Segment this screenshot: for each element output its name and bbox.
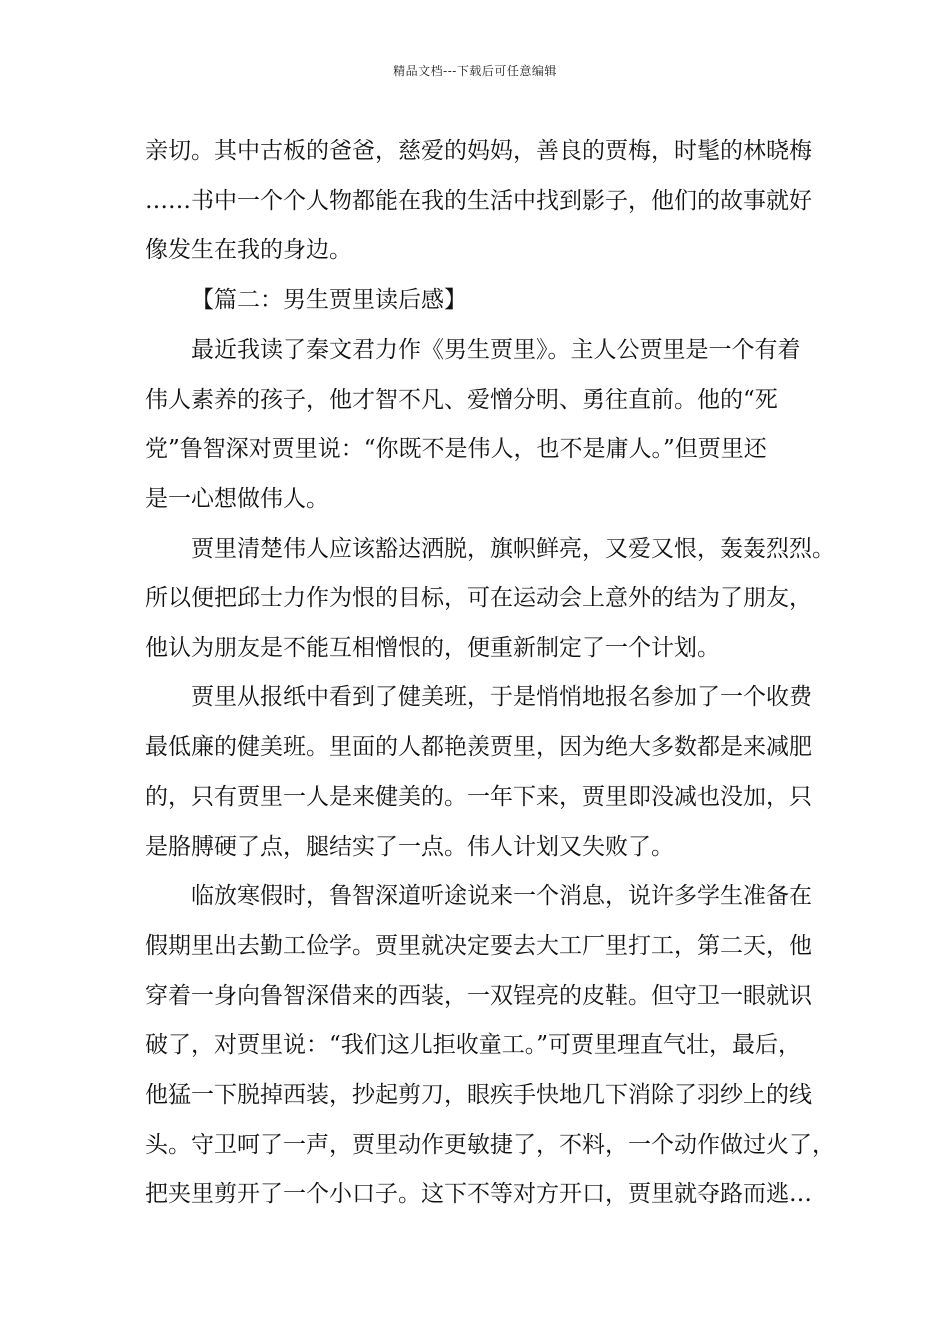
page-header: 精品文档---下载后可任意编辑 xyxy=(393,64,557,78)
text-line: 伟人素养的孩子，他才智不凡、爱憎分明、勇往直前。他的“死 xyxy=(145,387,778,413)
text-line: 破了，对贾里说：“我们这儿拒收童工。”可贾里理直气壮，最后， xyxy=(145,1032,802,1058)
text-line: 亲切。其中古板的爸爸，慈爱的妈妈，善良的贾梅，时髦的林晓梅 xyxy=(145,138,812,164)
text-line: 贾里从报纸中看到了健美班，于是悄悄地报名参加了一个收费 xyxy=(191,684,812,710)
text-line: 所以便把邱士力作为恨的目标，可在运动会上意外的结为了朋友， xyxy=(145,585,812,611)
text-line: 最低廉的健美班。里面的人都艳羡贾里，因为绝大多数都是来减肥 xyxy=(145,734,812,760)
text-line: 把夹里剪开了一个小口子。这下不等对方开口，贾里就夺路而逃… xyxy=(145,1181,812,1207)
text-line: 他猛一下脱掉西装，抄起剪刀，眼疾手快地几下消除了羽纱上的线 xyxy=(145,1082,812,1108)
text-line: 头。守卫呵了一声，贾里动作更敏捷了，不料，一个动作做过火了， xyxy=(145,1132,835,1158)
text-line: 最近我读了秦文君力作《男生贾里》。主人公贾里是一个有着 xyxy=(191,337,801,363)
text-line: 他认为朋友是不能互相憎恨的，便重新制定了一个计划。 xyxy=(145,635,720,661)
text-line: 的，只有贾里一人是来健美的。一年下来，贾里即没减也没加，只 xyxy=(145,784,812,810)
text-line: 是胳膊硬了点，腿结实了一点。伟人计划又失败了。 xyxy=(145,834,674,860)
text-line: 穿着一身向鲁智深借来的西装，一双锃亮的皮鞋。但守卫一眼就识 xyxy=(145,983,812,1009)
text-line: ……书中一个个人物都能在我的生活中找到影子，他们的故事就好 xyxy=(145,188,812,214)
text-line: 贾里清楚伟人应该豁达洒脱，旗帜鲜亮，又爱又恨，轰轰烈烈。 xyxy=(191,536,835,562)
text-line: 是一心想做伟人。 xyxy=(145,486,329,512)
text-line: 像发生在我的身边。 xyxy=(145,237,352,263)
text-line: 临放寒假时，鲁智深道听途说来一个消息，说许多学生准备在 xyxy=(191,883,812,909)
text-line: 假期里出去勤工俭学。贾里就决定要去大工厂里打工，第二天，他 xyxy=(145,933,812,959)
section-heading: 【篇二：男生贾里读后感】 xyxy=(191,287,467,313)
text-line: 党”鲁智深对贾里说：“你既不是伟人，也不是庸人。”但贾里还 xyxy=(145,436,767,462)
